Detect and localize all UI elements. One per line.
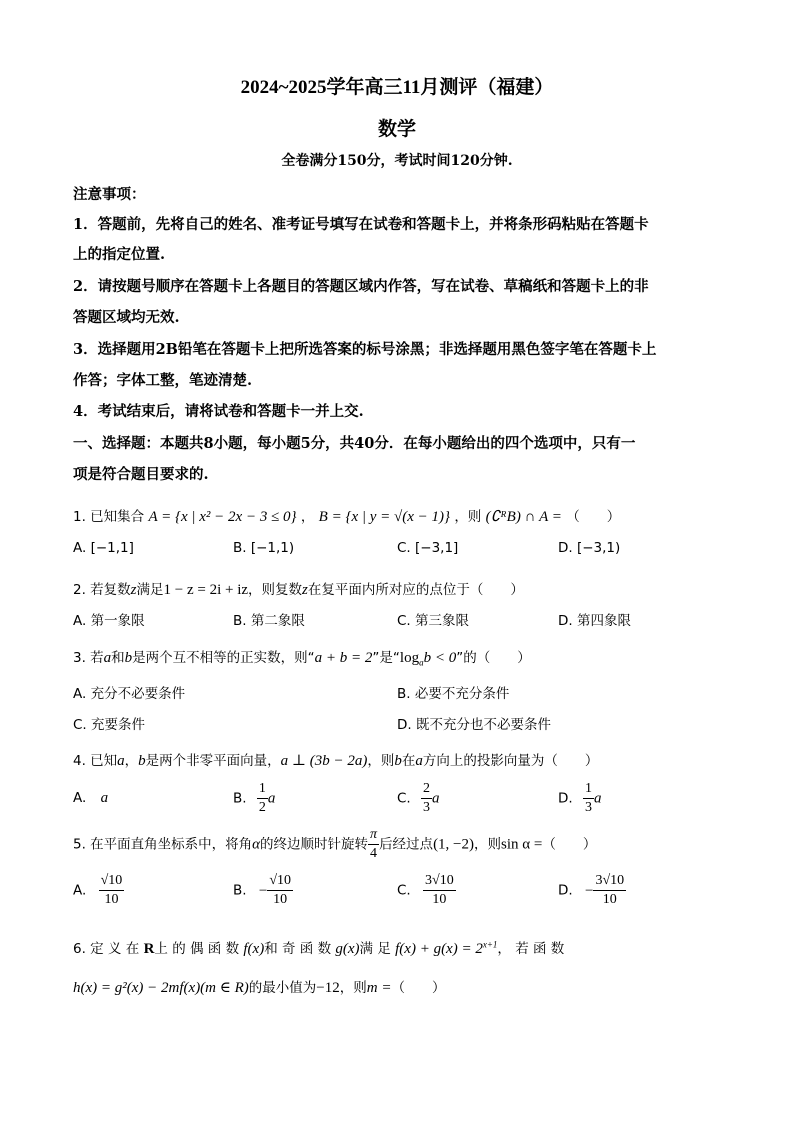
q4-option-b-var: a xyxy=(267,790,276,807)
q1-option-c: C. [−3,1] xyxy=(397,540,459,556)
q5-option-d-den: 10 xyxy=(602,892,617,907)
q6-exponent: x+1 xyxy=(482,939,498,950)
q4-option-d-var: a xyxy=(593,790,602,807)
q2-prefix: 2. 若复数 xyxy=(73,582,131,598)
notice-line-1: 1．答题前，先将自己的姓名、准考证号填写在试卷和答题卡上，并将条形码粘贴在答题卡 xyxy=(73,216,649,233)
q6-mid3: ，则 xyxy=(339,980,367,996)
q3-var-b: b xyxy=(124,650,133,666)
q3-log: log xyxy=(399,650,420,666)
q3-var-a: a xyxy=(103,650,112,666)
q5-option-b-fraction xyxy=(267,872,293,909)
q4-sep: ， xyxy=(124,753,139,769)
q5-option-b xyxy=(233,872,293,909)
q1-option-d: D. [−3,1) xyxy=(558,540,621,556)
q5-alpha: α xyxy=(252,836,261,853)
q6-min-value: −12 xyxy=(316,980,340,996)
q5-sin: sin α = xyxy=(501,836,543,853)
q5-pi-over-4 xyxy=(368,826,379,863)
q4-option-b-den: 2 xyxy=(258,800,266,815)
q4-option-c-fraction xyxy=(421,780,432,817)
q4-option-d-label: D. xyxy=(558,790,573,807)
q1-sep: ， xyxy=(300,509,315,525)
q5-option-d xyxy=(558,872,626,909)
q5-mid3: ，则 xyxy=(474,836,502,853)
q5-option-d-fraction xyxy=(593,872,626,909)
q5-option-a-label: A. xyxy=(73,882,87,899)
q3-condition-1: a + b = 2 xyxy=(314,650,373,666)
q2-var-z: z xyxy=(130,582,137,598)
q1-set-b: B = {x | y = √(x − 1)} xyxy=(318,509,451,525)
q4-post: 方向上的投影向量为（ ） xyxy=(422,753,599,769)
q5-frac-den: 4 xyxy=(370,846,378,861)
q2-mid1: 满足 xyxy=(136,582,164,598)
q4-perp-condition: a ⊥ (3b − 2a) xyxy=(280,753,368,769)
notice-line-4: 答题区域均无效. xyxy=(73,309,180,326)
q3-option-b: B. 必要不充分条件 xyxy=(397,686,510,702)
q4-option-a-label: A. xyxy=(73,790,87,806)
question-1 xyxy=(73,505,620,526)
q4-option-c xyxy=(397,780,440,817)
q5-option-c-fraction xyxy=(423,872,456,909)
q6-m: m = xyxy=(366,980,392,996)
q4-option-c-num: 2 xyxy=(421,780,432,799)
q4-vec-b2: b xyxy=(394,753,402,769)
q5-prefix: 5. 在平面直角坐标系中，将角 xyxy=(73,836,253,853)
q1-set-a: A = {x | x² − 2x − 3 ≤ 0} xyxy=(148,509,297,525)
q1-blank: （ ） xyxy=(566,509,621,525)
q5-option-b-sign: − xyxy=(258,882,268,899)
question-6-line-2 xyxy=(73,976,445,997)
q2-option-b: B. 第二象限 xyxy=(233,613,305,629)
section-heading-line-2: 项是符合题目要求的. xyxy=(73,466,209,483)
q1-mid: ，则 xyxy=(454,509,482,525)
q6-g: g(x) xyxy=(335,941,360,957)
notice-heading: 注意事项： xyxy=(73,186,146,203)
q6-prefix: 6. 定 义 在 xyxy=(73,941,140,957)
notice-line-7: 4．考试结束后，请将试卷和答题卡一并上交. xyxy=(73,403,364,420)
question-3 xyxy=(73,646,531,668)
q4-option-d-num: 1 xyxy=(583,780,594,799)
q4-vec-a: a xyxy=(117,753,125,769)
q4-option-c-den: 3 xyxy=(423,800,431,815)
q5-option-d-num: 3√10 xyxy=(593,872,626,891)
q5-option-b-label: B. xyxy=(233,882,247,899)
q4-option-a xyxy=(73,790,108,807)
q4-mid2: ，则 xyxy=(367,753,395,769)
q5-point: (1, −2) xyxy=(433,836,475,853)
q6-and: 和 奇 函 数 xyxy=(264,941,332,957)
q3-condition-2: b < 0 xyxy=(423,650,457,666)
q4-option-d-den: 3 xyxy=(584,800,592,815)
q4-option-b-fraction xyxy=(257,780,268,817)
q6-equation: f(x) + g(x) = 2 xyxy=(395,941,483,957)
question-6-line-1 xyxy=(73,937,564,958)
q5-post: （ ） xyxy=(542,836,597,853)
q2-mid2: ，则复数 xyxy=(248,582,303,598)
q3-log-base: a xyxy=(419,657,424,668)
q4-option-b-num: 1 xyxy=(257,780,268,799)
q3-and: 和 xyxy=(111,650,125,666)
q6-satisfy: 满 足 xyxy=(359,941,391,957)
q3-post: ”的（ ） xyxy=(456,650,531,666)
q3-option-a: A. 充分不必要条件 xyxy=(73,686,186,702)
score-info: 全卷满分150分，考试时间120分钟. xyxy=(281,153,513,169)
q4-vec-a2: a xyxy=(415,753,423,769)
q6-h: h(x) = g²(x) − 2mf(x)(m ∈ R) xyxy=(73,980,249,996)
q2-option-c: C. 第三象限 xyxy=(397,613,470,629)
q2-equation: 1 − z = 2i + iz xyxy=(163,582,249,598)
q5-option-b-num: √10 xyxy=(267,872,293,891)
q5-option-a-num: √10 xyxy=(99,872,125,891)
q5-option-a xyxy=(73,872,124,909)
q6-blank: （ ） xyxy=(391,980,446,996)
q2-option-d: D. 第四象限 xyxy=(558,613,631,629)
q1-expression: (∁ᴿB) ∩ A = xyxy=(485,509,562,525)
section-heading-line-1: 一、选择题：本题共8小题，每小题5分，共40分．在每小题给出的四个选项中，只有一 xyxy=(73,435,636,452)
q5-mid2: 后经过点 xyxy=(379,836,434,853)
q4-mid3: 在 xyxy=(401,753,416,769)
question-5 xyxy=(73,826,596,863)
q6-post: ， 若 函 数 xyxy=(497,941,565,957)
q1-prefix: 1. 已知集合 xyxy=(73,509,145,525)
q1-option-b: B. [−1,1) xyxy=(233,540,295,556)
q4-prefix: 4. 已知 xyxy=(73,753,118,769)
q4-option-c-label: C. xyxy=(397,790,411,807)
q4-option-c-var: a xyxy=(432,790,440,807)
q6-mid2: 的最小值为 xyxy=(248,980,317,996)
question-4 xyxy=(73,749,598,770)
q3-option-c: C. 充要条件 xyxy=(73,717,146,733)
q5-option-c-num: 3√10 xyxy=(423,872,456,891)
question-2 xyxy=(73,578,524,599)
notice-line-2: 上的指定位置. xyxy=(73,246,166,263)
q5-mid: 的终边顺时针旋转 xyxy=(260,836,369,853)
q5-option-b-den: 10 xyxy=(273,892,288,907)
q1-option-a: A. [−1,1] xyxy=(73,540,134,556)
q5-option-d-sign: − xyxy=(584,882,594,899)
page-title: 2024~2025学年高三11月测评（福建） xyxy=(240,77,554,98)
q3-mid2: ”是“ xyxy=(372,650,400,666)
q4-option-a-value: a xyxy=(100,790,109,806)
q4-vec-b: b xyxy=(138,753,146,769)
q3-prefix: 3. 若 xyxy=(73,650,104,666)
q5-option-c-den: 10 xyxy=(432,892,447,907)
q4-mid: 是两个非零平面向量， xyxy=(145,753,281,769)
subject-title: 数学 xyxy=(377,118,416,140)
q4-option-b-label: B. xyxy=(233,790,247,807)
q2-option-a: A. 第一象限 xyxy=(73,613,145,629)
q5-option-a-fraction xyxy=(99,872,125,909)
q5-option-c xyxy=(397,872,456,909)
q2-var-z2: z xyxy=(302,582,308,598)
q6-mid: 上 的 偶 函 数 xyxy=(154,941,240,957)
q3-option-d: D. 既不充分也不必要条件 xyxy=(397,717,551,733)
q5-option-a-den: 10 xyxy=(104,892,119,907)
q5-option-c-label: C. xyxy=(397,882,411,899)
q3-mid: 是两个互不相等的正实数，则“ xyxy=(132,650,315,666)
q4-option-b xyxy=(233,780,275,817)
q4-option-d xyxy=(558,780,601,817)
q5-frac-num: π xyxy=(368,826,379,845)
notice-line-6: 作答；字体工整，笔迹清楚. xyxy=(73,372,253,389)
q4-option-d-fraction xyxy=(583,780,594,817)
notice-line-3: 2．请按题号顺序在答题卡上各题目的答题区域内作答，写在试卷、草稿纸和答题卡上的非 xyxy=(73,278,649,295)
q6-f: f(x) xyxy=(243,941,265,957)
q5-option-d-label: D. xyxy=(558,882,573,899)
q2-post: 在复平面内所对应的点位于（ ） xyxy=(307,582,524,598)
notice-line-5: 3．选择题用2B铅笔在答题卡上把所选答案的标号涂黑；非选择题用黑色签字笔在答题卡上 xyxy=(73,341,657,358)
q6-reals: R xyxy=(143,941,155,957)
